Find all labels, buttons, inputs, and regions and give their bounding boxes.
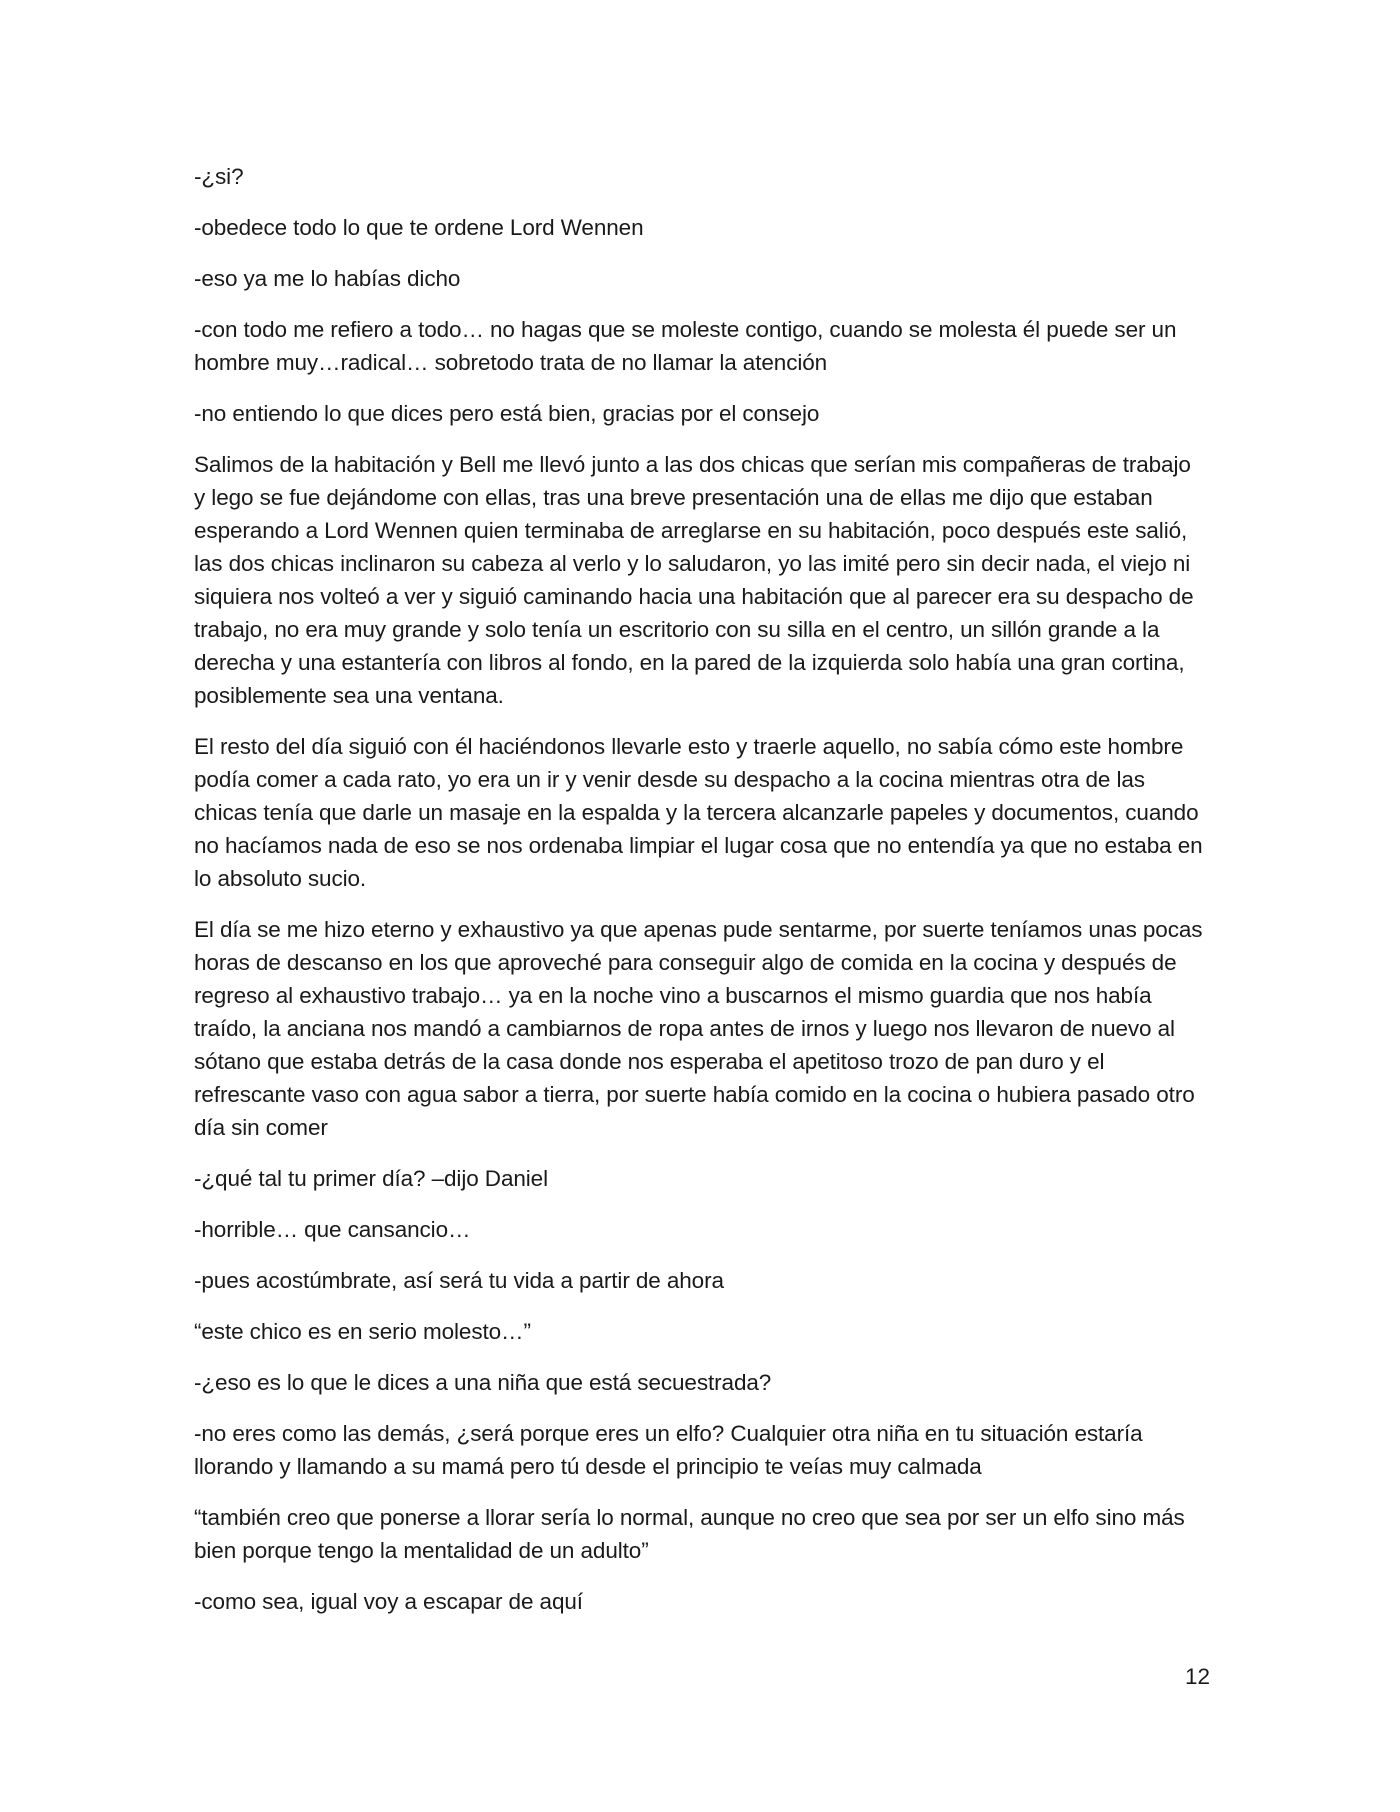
paragraph: -¿si? <box>194 164 244 189</box>
paragraph: -horrible… que cansancio… <box>194 1217 471 1242</box>
paragraph: -con todo me refiero a todo… no hagas que se moleste contigo, cuando se molesta él puede ser un hombre muy…radical… sobretodo trata de no llamar la atención <box>194 317 1177 375</box>
paragraph: El día se me hizo eterno y exhaustivo ya que apenas pude sentarme, por suerte teníamos unas pocas horas de descanso en los que aproveché para conseguir algo de comida en la cocina y después de regreso al exhaustivo trabajo… ya en la noche vino a buscarnos el mismo guardia que nos había traído, la anciana nos mandó a cambiarnos de ropa antes de irnos y luego nos llevaron de nuevo al sótano que estaba detrás de la casa donde nos esperaba el apetitoso trozo de pan duro y el refrescante vaso con agua sabor a tierra, por suerte había comido en la cocina o hubiera pasado otro día sin comer <box>194 917 1203 1140</box>
paragraph: “este chico es en serio molesto…” <box>194 1319 531 1344</box>
paragraph: Salimos de la habitación y Bell me llevó junto a las dos chicas que serían mis compañeras de trabajo y lego se fue dejándome con ellas, tras una breve presentación una de ellas me dijo que estaban esperando a Lord Wennen quien terminaba de arreglarse en su habitación, poco después este salió, las dos chicas inclinaron su cabeza al verlo y lo saludaron, yo las imité pero sin decir nada, el viejo ni siquiera nos volteó a ver y siguió caminando hacia una habitación que al parecer era su despacho de trabajo, no era muy grande y solo tenía un escritorio con su silla en el centro, un sillón grande a la derecha y una estantería con libros al fondo, en la pared de la izquierda solo había una gran cortina, posiblemente sea una ventana. <box>194 452 1194 708</box>
paragraph: -como sea, igual voy a escapar de aquí <box>194 1589 583 1614</box>
paragraph: -pues acostúmbrate, así será tu vida a partir de ahora <box>194 1268 724 1293</box>
paragraph: -¿qué tal tu primer día? –dijo Daniel <box>194 1166 548 1191</box>
paragraph: -obedece todo lo que te ordene Lord Wennen <box>194 215 644 240</box>
paragraph: -no entiendo lo que dices pero está bien, gracias por el consejo <box>194 401 820 426</box>
paragraph: -¿eso es lo que le dices a una niña que está secuestrada? <box>194 1370 772 1395</box>
paragraph: -eso ya me lo habías dicho <box>194 266 461 291</box>
paragraph: -no eres como las demás, ¿será porque eres un elfo? Cualquier otra niña en tu situación estaría llorando y llamando a su mamá pero tú desde el principio te veías muy calmada <box>194 1421 1143 1479</box>
page-number: 12 <box>1184 1664 1210 1689</box>
paragraph: El resto del día siguió con él haciéndonos llevarle esto y traerle aquello, no sabía cómo este hombre podía comer a cada rato, yo era un ir y venir desde su despacho a la cocina mientras otra de las chicas tenía que darle un masaje en la espalda y la tercera alcanzarle papeles y documentos, cuando no hacíamos nada de eso se nos ordenaba limpiar el lugar cosa que no entendía ya que no estaba en lo absoluto sucio. <box>194 734 1203 891</box>
paragraph: “también creo que ponerse a llorar sería lo normal, aunque no creo que sea por ser un elfo sino más bien porque tengo la mentalidad de un adulto” <box>194 1505 1185 1563</box>
document-body <box>194 160 1206 1636</box>
